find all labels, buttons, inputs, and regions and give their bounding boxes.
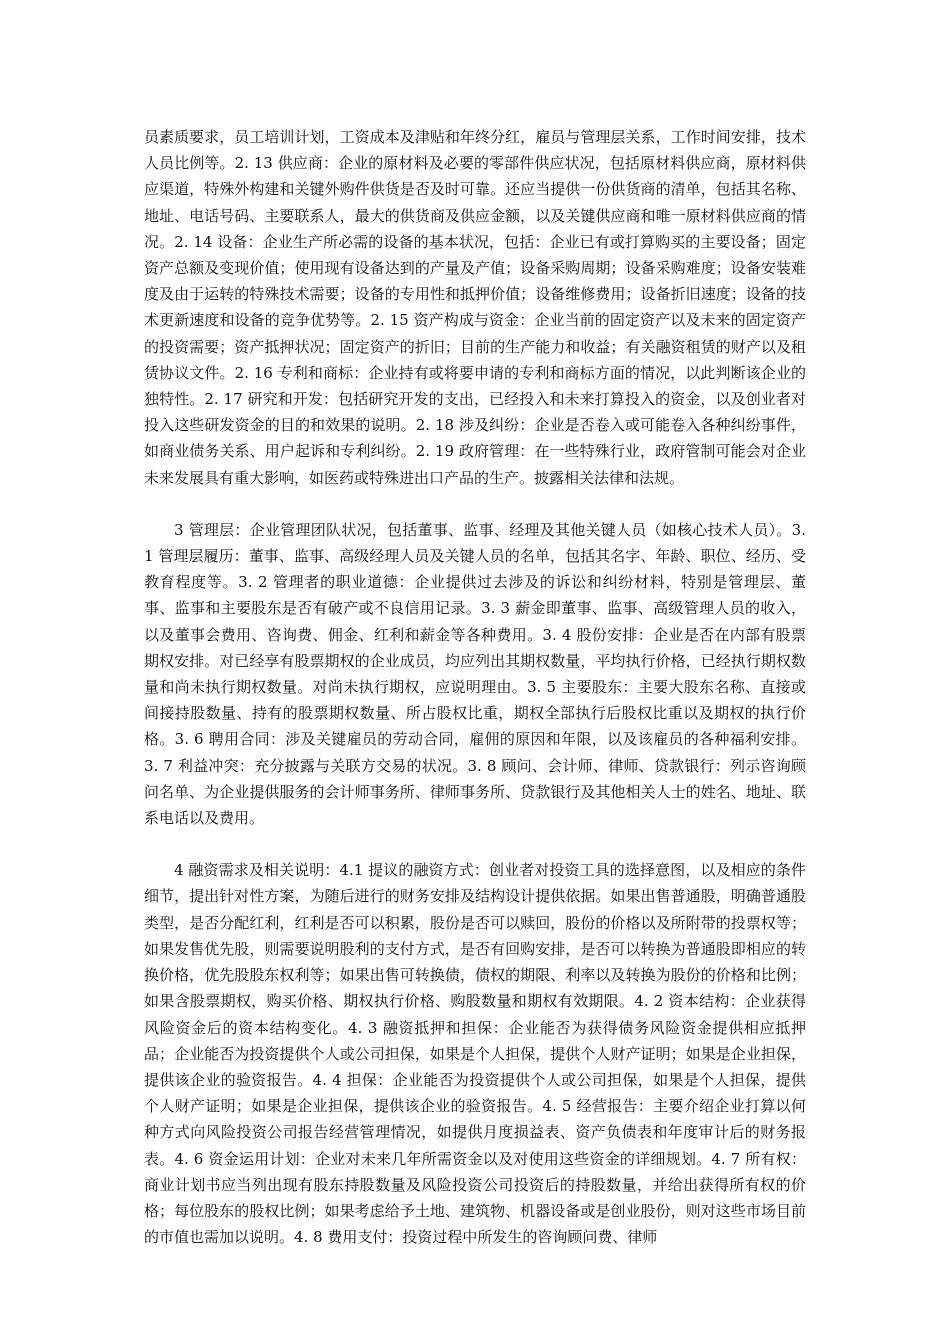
paragraph-section-2-continued: 员素质要求，员工培训计划，工资成本及津贴和年终分红，雇员与管理层关系，工作时间安排，技术人员比例等。2. 13 供应商：企业的原材料及必要的零部件供应状况，包括原材料供应商，原材料供应渠道，特殊外构建和关键外购件供货是否及时可靠。还应当提供一份供货商的清单，包括其名称、地址、电话号码、主要联系人，最大的供货商及供应金额，以及关键供应商和唯一原材料供应商的情况。2. 14 设备：企业生产所必需的设备的基本状况，包括：企业已有或打算购买的主要设备；固定资产总额及变现价值；使用现有设备达到的产量及产值；设备采购周期；设备采购难度；设备安装难度及由于运转的特殊技术需要；设备的专用性和抵押价值；设备维修费用；设备折旧速度；设备的技术更新速度和设备的竞争优势等。2. 15 资产构成与资金：企业当前的固定资产以及未来的固定资产的投资需要；资产抵押状况；固定资产的折旧；目前的生产能力和收益；有关融资租赁的财产以及租赁协议文件。2. 16 专利和商标：企业持有或将要申请的专利和商标方面的情况，以此判断该企业的独特性。2. 17 研究和开发：包括研究开发的支出，已经投入和未来打算投入的资金，以及创业者对投入这些研发资金的目的和效果的说明。2. 18 涉及纠纷：企业是否卷入或可能卷入各种纠纷事件，如商业债务关系、用户起诉和专利纠纷。2. 19 政府管理：在一些特殊行业，政府管制可能会对企业未来发展具有重大影响，如医药或特殊进出口产品的生产。披露相关法律和法规。 [144,128,806,487]
document-body [144,124,806,1250]
paragraph-section-3-management: 3 管理层：企业管理团队状况，包括董事、监事、经理及其他关键人员（如核心技术人员）。3. 1 管理层履历：董事、监事、高级经理人员及关键人员的名单，包括其名字、年龄、职位、经历、受教育程度等。3. 2 管理者的职业道德：企业提供过去涉及的诉讼和纠纷材料，特别是管理层、董事、监事和主要股东是否有破产或不良信用记录。3. 3 薪金即董事、监事、高级管理人员的收入，以及董事会费用、咨询费、佣金、红利和薪金等各种费用。3. 4 股份安排：企业是否在内部有股票期权安排。对已经享有股票期权的企业成员，均应列出其期权数量，平均执行价格，已经执行期权数量和尚未执行期权数量。对尚未执行期权，应说明理由。3. 5 主要股东：主要大股东名称、直接或间接持股数量、持有的股票期权数量、所占股权比重，期权全部执行后股权比重以及期权的执行价格。3. 6 聘用合同：涉及关键雇员的劳动合同，雇佣的原因和年限，以及该雇员的各种福利安排。3. 7 利益冲突：充分披露与关联方交易的状况。3. 8 顾问、会计师、律师、贷款银行：列示咨询顾问名单、为企业提供服务的会计师事务所、律师事务所、贷款银行及其他相关人士的姓名、地址、联系电话以及费用。 [144,520,806,828]
paragraph-gap [144,831,806,857]
paragraph-section-4-financing: 4 融资需求及相关说明：4.1 提议的融资方式：创业者对投资工具的选择意图，以及相应的条件细节，提出针对性方案，为随后进行的财务安排及结构设计提供依据。如果出售普通股，明确普通股类型，是否分配红利，红利是否可以积累，股份是否可以赎回，股份的价格以及所附带的投票权等；如果发售优先股，则需要说明股利的支付方式，是否有回购安排，是否可以转换为普通股即相应的转换价格，优先股股东权利等；如果出售可转换债，债权的期限、利率以及转换为股份的价格和比例；如果含股票期权，购买价格、期权执行价格、购股数量和期权有效期限。4. 2 资本结构：企业获得风险资金后的资本结构变化。4. 3 融资抵押和担保：企业能否为获得债务风险资金提供相应抵押品；企业能否为投资提供个人或公司担保，如果是个人担保，提供个人财产证明；如果是企业担保，提供该企业的验资报告。4. 4 担保：企业能否为投资提供个人或公司担保，如果是个人担保，提供个人财产证明；如果是企业担保，提供该企业的验资报告。4. 5 经营报告：主要介绍企业打算以何种方式向风险投资公司报告经营管理情况，如提供月度损益表、资产负债表和年度审计后的财务报表。4. 6 资金运用计划：企业对未来几年所需资金以及对使用这些资金的详细规划。4. 7 所有权：商业计划书应当列出现有股东持股数量及风险投资公司投资后的持股数量，并给出获得所有权的价格；每位股东的股权比例；如果考虑给予土地、建筑物、机器设备或是创业股份，则对这些市场目前的市值也需加以说明。4. 8 费用支付：投资过程中所发生的咨询顾问费、律师 [144,861,806,1247]
paragraph-gap [144,491,806,517]
